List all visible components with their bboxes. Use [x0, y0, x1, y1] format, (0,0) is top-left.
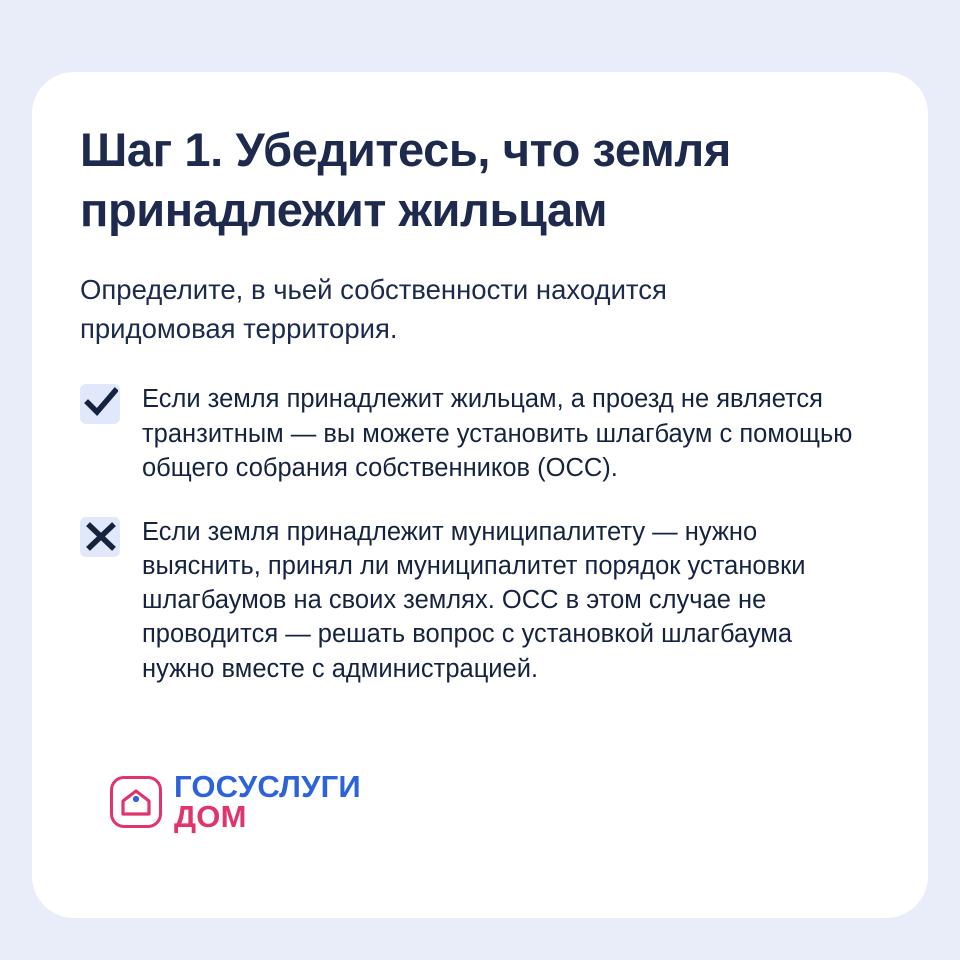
bullet-list: [80, 382, 872, 685]
house-icon: [110, 776, 162, 828]
list-item-text: Если земля принадлежит жильцам, а проезд не является транзитным — вы можете установить шлагбаум с помощью общего собрания собственников (ОСС).: [142, 385, 853, 482]
subtitle-text: Определите, в чьей собственности находится придомовая территория.: [80, 274, 667, 345]
list-item: [80, 515, 872, 686]
brand-line-1: ГОСУСЛУГИ: [174, 769, 361, 804]
brand-logo: [110, 769, 361, 834]
list-item-text: Если земля принадлежит муниципалитету — нужно выяснить, принял ли муниципалитет порядок установки шлагбаумов на своих землях. ОСС в этом случае не проводится — решать вопрос с установкой шлагбаума нужно вместе с администрацией.: [142, 517, 806, 683]
page-title: Шаг 1. Убедитесь, что земля принадлежит жильцам: [80, 123, 731, 237]
content-card: [32, 72, 928, 918]
brand-wordmark: [174, 769, 361, 834]
list-item: [80, 382, 872, 484]
brand-line-2: ДОМ: [174, 798, 247, 834]
cross-icon: [80, 517, 120, 557]
check-icon: [80, 384, 120, 424]
